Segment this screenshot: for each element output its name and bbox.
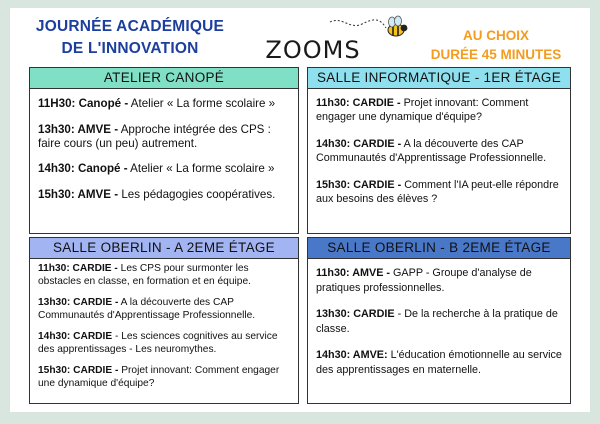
panel-body (307, 89, 571, 234)
panel-salle-oberlin-b (307, 237, 571, 404)
panel-salle-informatique (307, 67, 571, 234)
event-title (10, 16, 250, 60)
session-entry: 14h30: CARDIE - Les sciences cognitives au service des apprentissages - Les neuromythes. (38, 331, 278, 355)
session-entry: 15h30: CARDIE - Comment l'IA peut-elle répondre aux besoins des élèves ? (316, 179, 559, 205)
session-entry: 14h30: AMVE: L'éducation émotionnelle au service des apprentissages en maternelle. (316, 349, 562, 376)
panel-title: SALLE OBERLIN - B 2EME ÉTAGE (307, 237, 571, 259)
session-entry: 15h30: AMVE - Les pédagogies coopératives. (38, 187, 276, 201)
panel-body (307, 259, 571, 404)
panel-atelier-canope (29, 67, 299, 234)
panel-title: SALLE OBERLIN - A 2EME ÉTAGE (29, 237, 299, 259)
session-entry: 11H30: Canopé - Atelier « La forme scolaire » (38, 97, 276, 110)
duration-note (410, 26, 582, 64)
session-entry: 11h30: AMVE - GAPP - Groupe d'analyse de pratiques professionnelles. (316, 267, 532, 294)
session-entry: 14h30: CARDIE - A la découverte des CAP Communautés d'Apprentissage Professionnelle. (316, 138, 547, 164)
event-title-line2: DE L'INNOVATION (61, 40, 199, 57)
panel-body (29, 89, 299, 234)
choice-line2: DURÉE 45 MINUTES (430, 47, 562, 62)
panel-title: SALLE INFORMATIQUE - 1ER ÉTAGE (307, 67, 571, 89)
poster-page (10, 8, 590, 412)
session-entry: 13h30: CARDIE - De la recherche à la pratique de classe. (316, 308, 558, 335)
session-entry: 11h30: CARDIE - Les CPS pour surmonter les obstacles en classe, en formation et en équipe. (38, 263, 251, 287)
session-entry: 13h30: AMVE - Approche intégrée des CPS : faire cours (un peu) autrement. (38, 122, 271, 150)
choice-line1: AU CHOIX (462, 28, 529, 43)
session-entry: 14h30: Canopé - Atelier « La forme scolaire » (38, 162, 275, 175)
session-entry: 13h30: CARDIE - A la découverte des CAP Communautés d'Apprentissage Professionnelle. (38, 297, 256, 321)
panel-salle-oberlin-a (29, 237, 299, 404)
zooms-heading: ZOOMS (265, 36, 361, 64)
panel-title: ATELIER CANOPÉ (29, 67, 299, 89)
session-entry: 15h30: CARDIE - Projet innovant: Comment engager une dynamique d'équipe? (38, 365, 280, 389)
event-title-line1: JOURNÉE ACADÉMIQUE (35, 18, 225, 35)
panel-body (29, 259, 299, 404)
session-entry: 11h30: CARDIE - Projet innovant: Comment engager une dynamique d'équipe? (316, 97, 529, 123)
